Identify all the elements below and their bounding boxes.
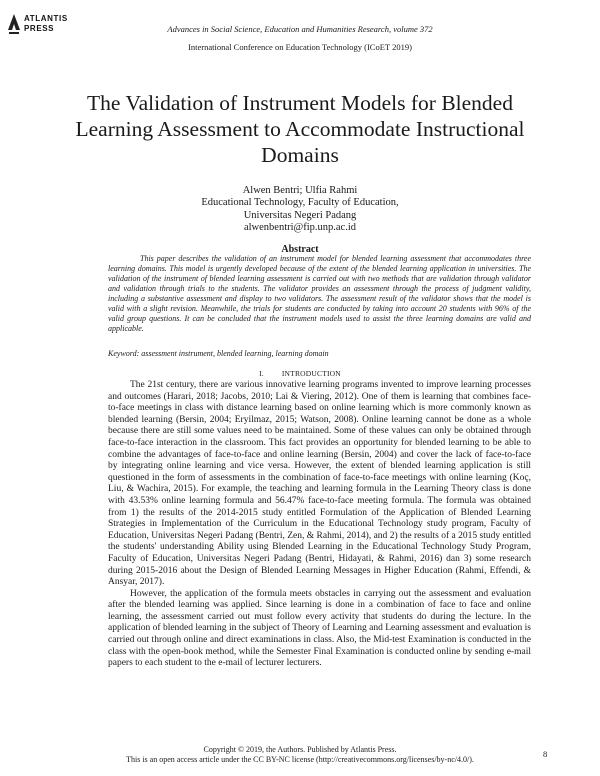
author-affiliation: Educational Technology, Faculty of Education, xyxy=(201,197,399,209)
logo-line-2: PRESS xyxy=(24,24,55,33)
conference-header: International Conference on Education Technology (ICoET 2019) xyxy=(188,42,412,52)
paragraph: The 21st century, there are various innovative learning programs invented to improve learning processes and outcomes (Harari, 2018; Jacobs, 2010; Lai & Viering, 2012). One of them is learning that combines face-to-face meetings in class with distance learning based on online learning which is more commonly known as blended learning (Bersin, 2004; Eryilmaz, 2015; Watson, 2008). Online learning cannot be done as a whole because there are still some values need to be maintained. Some of these values can only be obtained through face-to-face interaction in the classroom. This fact provides an opportunity for blended learning to be able to combine the advantages of face-to-face and online learning (Bersin, 2004) and cover the lack of face-to-face by integrating online learning and vice versa. However, the extent of blended learning application is still questioned in the form of assessments in the combination of face-to-face meetings with online learning (Koç, Liu, & Wachira, 2015). For example, the teaching and learning formula in the Learning Theory class is done with 43.53% online learning formula and 56.47% face-to-face meeting formula. The formula was obtained from 1) the results of the 2014-2015 study entitled Formulation of the Application of Blended Learning Strategies in Implementation of the Curriculum in the Educational Technology study program, Faculty of Education, Universitas Negeri Padang (Bentri, Zen, & Rahmi, 2014), and 2) the results of a 2015 study entitled the students' understanding Ability using Blended Learning in the Educational Technology Study Program, Faculty of Education, Universitas Negeri Padang (Bentri, Hidayati, & Rahmi, 2016) dan 3) some research during 2015-2016 about the Design of Blended Learning Messages in Higher Education (Rahmi, Effendi, & Ansyar, 2017). xyxy=(108,380,531,588)
author-block xyxy=(0,185,600,235)
paper-title: The Validation of Instrument Models for Blended Learning Assessment to Accommodate Instructional Domains xyxy=(75,91,525,167)
section-number: I. xyxy=(259,369,264,378)
abstract-heading: Abstract xyxy=(281,244,319,255)
author-email: alwenbentri@fip.unp.ac.id xyxy=(243,222,356,234)
series-header: Advances in Social Science, Education and Humanities Research, volume 372 xyxy=(167,24,433,34)
paragraph: However, the application of the formula meets obstacles in carrying out the assessment and evaluation after the blended learning was applied. Since learning is done in a combination of face to face and online learning, the assessment carried out must follow every activity that students do during the lecture. In the application of blended learning in the subject of Theory of Learning and Learning assessment and evaluation is carried out through online and direct examinations in class. Also, the Mid-test Examination is conducted in the class with the open-book method, while the Semester Final Examination is conducted online by sending e-mail papers to each student to the e-mail of lecturer lecturers. xyxy=(108,588,531,669)
author-university: Universitas Negeri Padang xyxy=(243,209,357,221)
logo-line-1: ATLANTIS xyxy=(24,14,68,23)
license-notice: This is an open access article under the CC BY-NC license (http://creativecommons.org/licenses/by-nc/4.0/). xyxy=(126,755,474,764)
page-number: 8 xyxy=(543,749,548,759)
body-text xyxy=(108,380,531,670)
section-heading xyxy=(0,369,600,378)
abstract-text: This paper describes the validation of an instrument model for blended learning assessment that accommodates three learning domains. This model is urgently developed because of the extent of the blended learning application in universities. The validation of the instrument of blended learning assessment is carried out with two methods that are validation through validator and validation through trials to the students. The validator provides an assessment through the process of judgment validity, including a substantive assessment and display to two validators. The assessment result of the validator shows that the model is valid with a slight revision. Meanwhile, the trials for students are conducted by taking into account 20 students with 96% of the valid group questions. It can be concluded that the instrument models used to assist the three learning domains are valid and applicable. xyxy=(108,254,531,333)
page-footer xyxy=(0,745,600,765)
section-title: INTRODUCTION xyxy=(281,369,341,378)
keywords: Keyword: assessment instrument, blended learning, learning domain xyxy=(108,349,329,358)
author-names: Alwen Bentri; Ulfia Rahmi xyxy=(242,185,358,196)
copyright-notice: Copyright © 2019, the Authors. Published by Atlantis Press. xyxy=(203,745,397,754)
